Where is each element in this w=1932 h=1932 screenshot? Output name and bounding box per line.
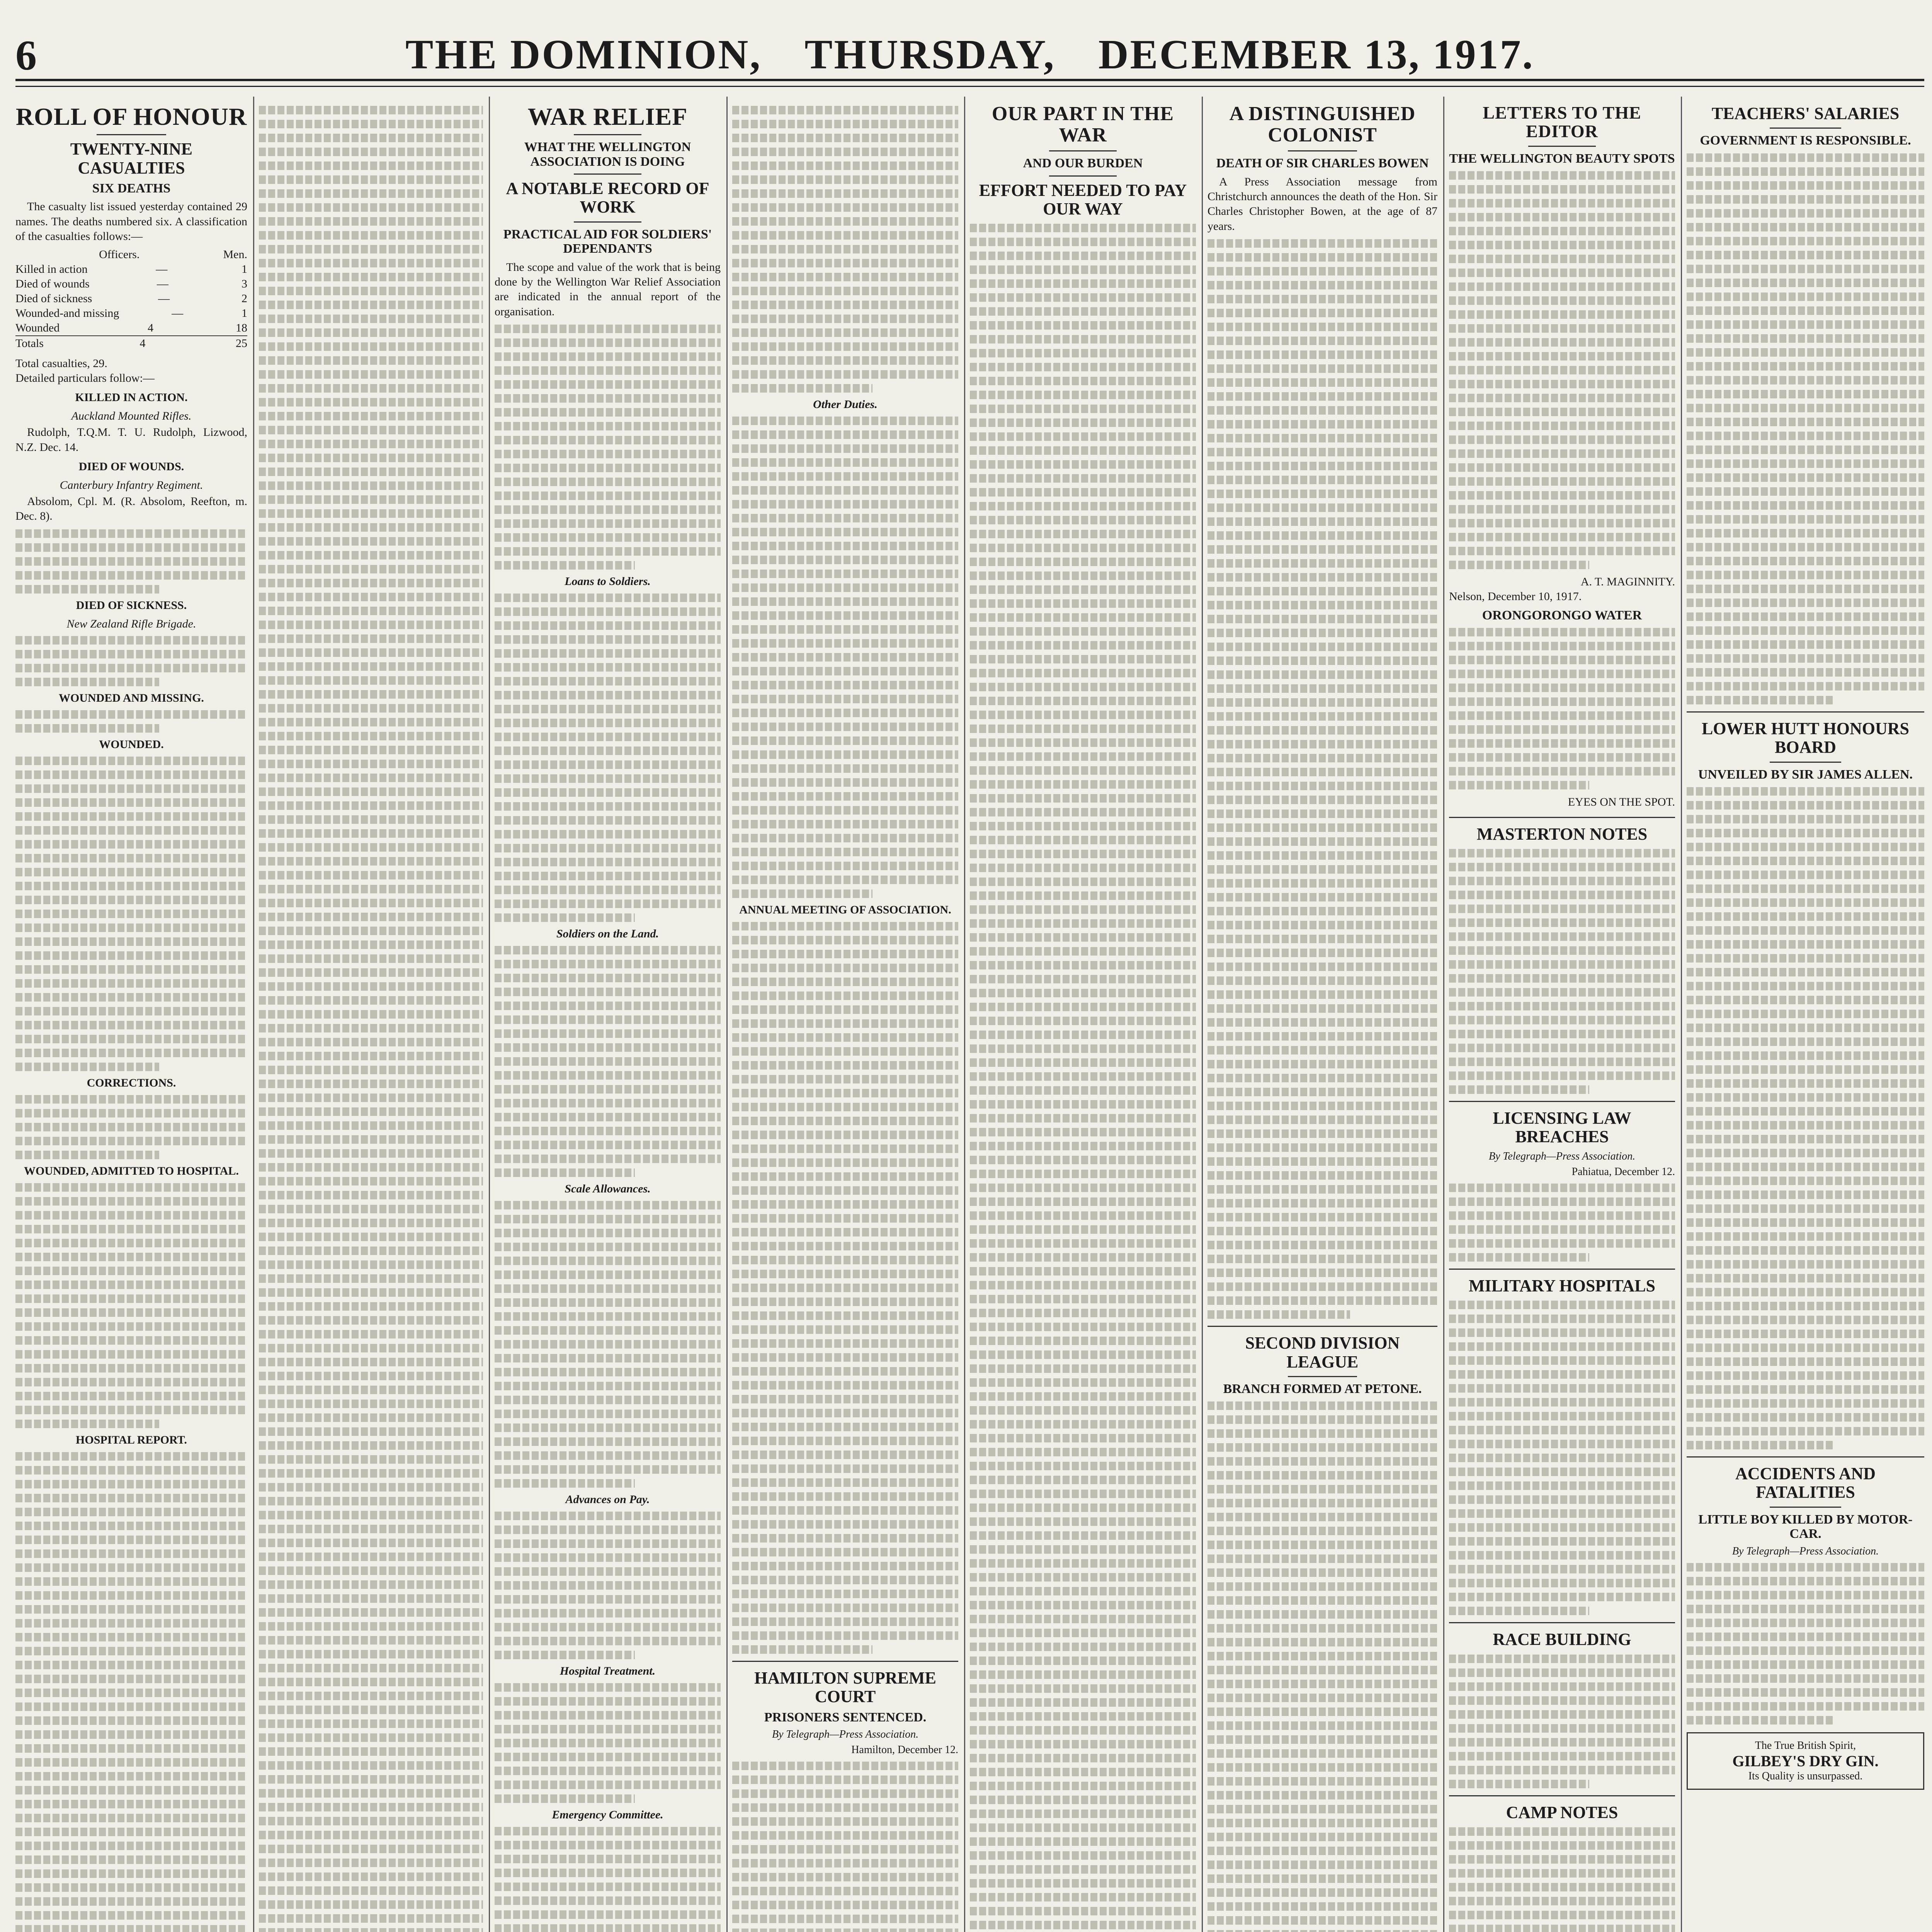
little-boy-heading: LITTLE BOY KILLED BY MOTOR-CAR. (1698, 1512, 1913, 1541)
dow-entry: Absolom, Cpl. M. (R. Absolom, Reefton, m. Dec. 8). (15, 495, 247, 523)
our-part-heading: OUR PART IN THE WAR (992, 103, 1174, 146)
byline: By Telegraph—Press Association. (772, 1728, 919, 1741)
column-casualty-list (259, 100, 483, 1932)
military-hospitals-heading: MILITARY HOSPITALS (1469, 1276, 1655, 1295)
licensing-heading: LICENSING LAW BREACHES (1493, 1108, 1631, 1146)
killed-in-action-heading: KILLED IN ACTION. (75, 391, 188, 404)
column-our-part (970, 100, 1196, 1932)
ad-tagline: The True British Spirit, (1755, 1739, 1856, 1752)
war-relief-lead: The scope and value of the work that is being done by the Wellington War Relief Association are indicated in the annual report of the organisation. (495, 260, 721, 318)
column-rule (1681, 97, 1682, 1932)
roll-of-honour-heading: ROLL OF HONOUR (15, 103, 247, 130)
killed-entry: Rudolph, T.Q.M. T. U. Rudolph, Lizwood, N.Z. Dec. 14. (15, 426, 247, 454)
annual-meeting-heading: ANNUAL MEETING OF ASSOCIATION. (739, 903, 951, 916)
signature-place: Nelson, December 10, 1917. (1449, 590, 1582, 603)
table-totals-row: Totals 4 25 (15, 335, 247, 351)
column-teachers (1687, 100, 1924, 1932)
advances-heading: Advances on Pay. (565, 1493, 650, 1506)
column-rule (964, 97, 965, 1932)
wounded-heading: WOUNDED. (99, 738, 164, 751)
dateline: Pahiatua, December 12. (1571, 1165, 1675, 1178)
admitted-heading: WOUNDED, ADMITTED TO HOSPITAL. (24, 1164, 239, 1177)
other-duties-heading: Other Duties. (813, 398, 878, 411)
column-letters (1449, 100, 1675, 1932)
our-part-sub2: EFFORT NEEDED TO PAY OUR WAY (979, 180, 1187, 218)
signature: EYES ON THE SPOT. (1568, 796, 1675, 809)
hutt-heading: LOWER HUTT HONOURS BOARD (1701, 719, 1910, 757)
second-division-heading: SECOND DIVISION LEAGUE (1245, 1333, 1400, 1371)
dateline: Hamilton, December 12. (851, 1744, 958, 1756)
detailed-particulars: Detailed particulars follow:— (15, 371, 155, 384)
column-colonist (1208, 100, 1437, 1932)
race-building-heading: RACE BUILDING (1493, 1630, 1631, 1649)
unit-heading: New Zealand Rifle Brigade. (66, 617, 196, 630)
signature: A. T. MAGINNITY. (1580, 575, 1675, 588)
unit-heading: Canterbury Infantry Regiment. (60, 479, 203, 492)
accidents-heading: ACCIDENTS AND FATALITIES (1735, 1464, 1876, 1502)
emergency-heading: Emergency Committee. (552, 1808, 663, 1821)
unit-heading: Auckland Mounted Rifles. (71, 410, 192, 423)
six-deaths-heading: SIX DEATHS (92, 181, 171, 196)
column-rule (1202, 97, 1203, 1932)
casualties-subheading: TWENTY-NINE CASUALTIES (70, 139, 193, 177)
byline: By Telegraph—Press Association. (1488, 1150, 1636, 1162)
table-row: Killed in action — 1 (15, 262, 247, 276)
paper-name: THE DOMINION, (405, 32, 762, 78)
column-rule (1443, 97, 1444, 1932)
table-row: Died of wounds — 3 (15, 277, 247, 290)
war-relief-sub2: A NOTABLE RECORD OF WORK (506, 179, 709, 217)
newspaper-title (15, 31, 1924, 79)
hospital-treatment-heading: Hospital Treatment. (560, 1665, 656, 1678)
camp-notes-heading: CAMP NOTES (1506, 1803, 1618, 1822)
masthead-rule (15, 86, 1924, 87)
byline: By Telegraph—Press Association. (1732, 1545, 1879, 1557)
colonist-lead: A Press Association message from Christchurch announces the death of the Hon. Sir Charles Christopher Bowen, at the age of 87 years. (1208, 175, 1437, 233)
prisoners-heading: PRISONERS SENTENCED. (764, 1710, 927, 1725)
page-number: 6 (15, 32, 37, 79)
war-relief-sub1: WHAT THE WELLINGTON ASSOCIATION IS DOING (524, 140, 691, 169)
wounded-missing-heading: WOUNDED AND MISSING. (59, 691, 204, 704)
gin-advertisement (1687, 1732, 1924, 1790)
column-rule (253, 97, 254, 1932)
orongorongo-heading: ORONGORONGO WATER (1482, 608, 1642, 622)
masterton-heading: MASTERTON NOTES (1476, 824, 1648, 844)
date-label: DECEMBER 13, 1917. (1098, 32, 1534, 78)
died-of-sickness-heading: DIED OF SICKNESS. (76, 599, 187, 612)
land-heading: Soldiers on the Land. (556, 927, 659, 940)
casualty-intro: The casualty list issued yesterday contained 29 names. The deaths numbered six. A classification of the casualties follows:— (15, 200, 247, 243)
masthead (15, 23, 1924, 81)
column-roll-of-honour (15, 100, 247, 1932)
scale-heading: Scale Allowances. (565, 1182, 651, 1196)
table-row: Died of sickness — 2 (15, 292, 247, 305)
column-war-relief-cont (732, 100, 958, 1932)
column-rule (489, 97, 490, 1932)
loans-heading: Loans to Soldiers. (565, 575, 651, 588)
war-relief-sub3: PRACTICAL AID FOR SOLDIERS' DEPENDANTS (503, 227, 712, 256)
casualty-table (15, 247, 247, 351)
letters-heading: LETTERS TO THE EDITOR (1483, 103, 1641, 141)
day-label: THURSDAY, (804, 32, 1056, 78)
colonist-sub: DEATH OF SIR CHARLES BOWEN (1216, 156, 1429, 171)
teachers-heading: TEACHERS' SALARIES (1711, 104, 1900, 123)
corrections-heading: CORRECTIONS. (87, 1076, 176, 1089)
teachers-sub: GOVERNMENT IS RESPONSIBLE. (1700, 133, 1911, 148)
beauty-spots-heading: THE WELLINGTON BEAUTY SPOTS (1449, 151, 1675, 166)
colonist-heading: A DISTINGUISHED COLONIST (1229, 103, 1416, 146)
hamilton-heading: HAMILTON SUPREME COURT (754, 1668, 936, 1706)
ad-product: GILBEY'S DRY GIN. (1732, 1752, 1879, 1770)
table-row: Wounded-and missing — 1 (15, 306, 247, 320)
hutt-sub: UNVEILED BY SIR JAMES ALLEN. (1698, 767, 1913, 782)
war-relief-heading: WAR RELIEF (527, 103, 688, 130)
branch-heading: BRANCH FORMED AT PETONE. (1223, 1381, 1422, 1396)
our-part-sub: AND OUR BURDEN (1023, 156, 1143, 171)
ad-quality: Its Quality is unsurpassed. (1748, 1770, 1863, 1782)
column-rule (726, 97, 728, 1932)
table-header: Officers. Men. (99, 248, 247, 261)
table-row: Wounded 4 18 (15, 321, 247, 334)
total-casualties: Total casualties, 29. (15, 357, 107, 370)
column-war-relief (495, 100, 721, 1932)
died-of-wounds-heading: DIED OF WOUNDS. (78, 460, 184, 473)
hospital-report-heading: HOSPITAL REPORT. (76, 1433, 187, 1446)
